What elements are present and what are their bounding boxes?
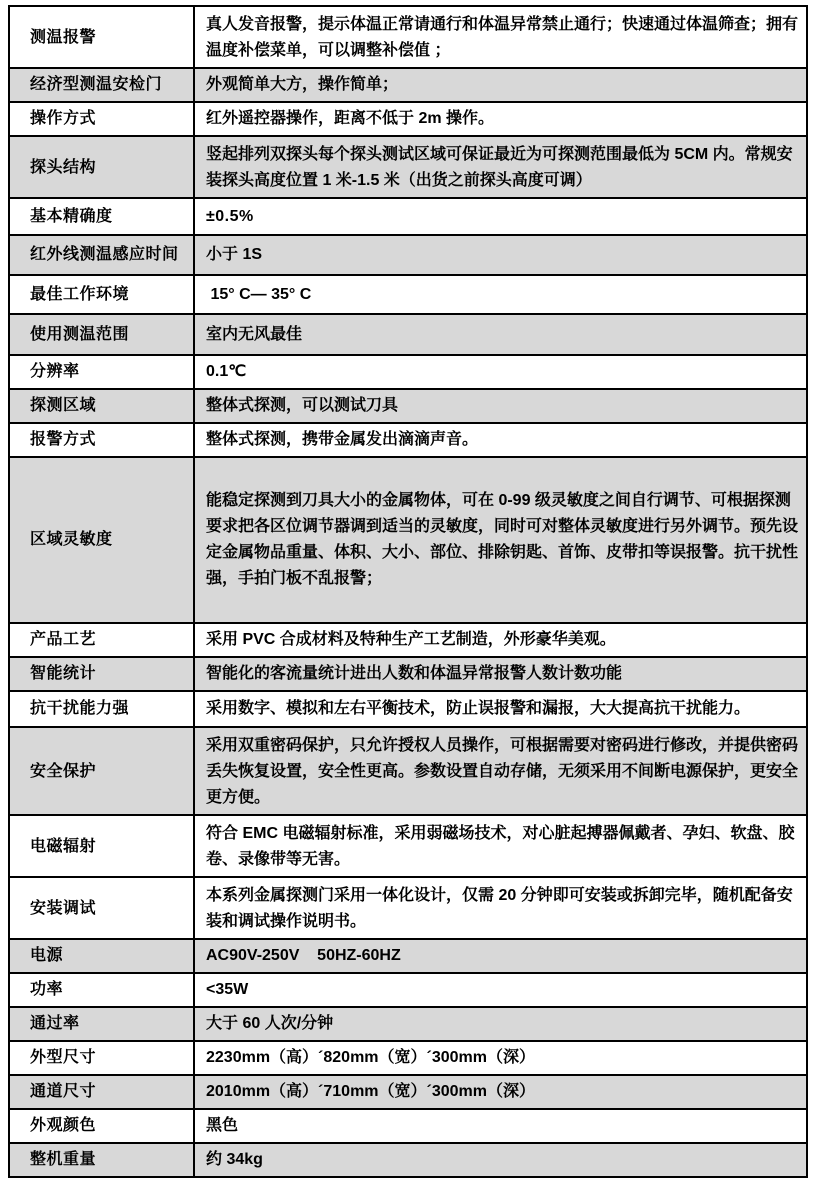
spec-value: 2230mm（高）´820mm（宽）´300mm（深）	[194, 1041, 807, 1075]
spec-label: 测温报警	[9, 6, 194, 68]
spec-row	[9, 657, 807, 691]
spec-row	[9, 815, 807, 877]
spec-value: 外观简单大方，操作简单；	[194, 68, 807, 102]
spec-row	[9, 1041, 807, 1075]
spec-value: 采用 PVC 合成材料及特种生产工艺制造，外形豪华美观。	[194, 623, 807, 657]
spec-value: 竖起排列双探头每个探头测试区域可保证最近为可探测范围最低为 5CM 内。常规安装探头高度位置 1 米-1.5 米（出货之前探头高度可调）	[194, 136, 807, 198]
spec-value: 智能化的客流量统计进出人数和体温异常报警人数计数功能	[194, 657, 807, 691]
spec-label: 红外线测温感应时间	[9, 235, 194, 275]
spec-label: 抗干扰能力强	[9, 691, 194, 727]
spec-row	[9, 1007, 807, 1041]
spec-value: 本系列金属探测门采用一体化设计，仅需 20 分钟即可安装或拆卸完毕，随机配备安装和调试操作说明书。	[194, 877, 807, 939]
spec-label: 探头结构	[9, 136, 194, 198]
spec-row	[9, 1075, 807, 1109]
spec-row	[9, 389, 807, 423]
spec-table-body	[9, 6, 807, 1177]
spec-value: 整体式探测，携带金属发出滴滴声音。	[194, 423, 807, 457]
spec-value: 约 34kg	[194, 1143, 807, 1177]
spec-label: 经济型测温安检门	[9, 68, 194, 102]
spec-label: 分辨率	[9, 355, 194, 389]
spec-label: 使用测温范围	[9, 314, 194, 355]
spec-value: 2010mm（高）´710mm（宽）´300mm（深）	[194, 1075, 807, 1109]
spec-label: 安全保护	[9, 727, 194, 815]
spec-value: 符合 EMC 电磁辐射标准，采用弱磁场技术，对心脏起搏器佩戴者、孕妇、软盘、胶卷、录像带等无害。	[194, 815, 807, 877]
spec-label: 探测区域	[9, 389, 194, 423]
spec-row	[9, 973, 807, 1007]
spec-value: 室内无风最佳	[194, 314, 807, 355]
spec-label: 智能统计	[9, 657, 194, 691]
spec-value: 黑色	[194, 1109, 807, 1143]
spec-value: 15° C— 35° C	[194, 275, 807, 314]
spec-value: 真人发音报警，提示体温正常请通行和体温异常禁止通行；快速通过体温筛查；拥有温度补偿菜单，可以调整补偿值 ；	[194, 6, 807, 68]
spec-label: 电磁辐射	[9, 815, 194, 877]
spec-value: AC90V-250V 50HZ-60HZ	[194, 939, 807, 973]
spec-value: 采用数字、模拟和左右平衡技术，防止误报警和漏报，大大提高抗干扰能力。	[194, 691, 807, 727]
spec-label: 外型尺寸	[9, 1041, 194, 1075]
spec-row	[9, 939, 807, 973]
spec-value: <35W	[194, 973, 807, 1007]
spec-row	[9, 136, 807, 198]
spec-label: 电源	[9, 939, 194, 973]
spec-row	[9, 68, 807, 102]
spec-label: 操作方式	[9, 102, 194, 136]
spec-value: 大于 60 人次/分钟	[194, 1007, 807, 1041]
spec-row	[9, 727, 807, 815]
spec-label: 最佳工作环境	[9, 275, 194, 314]
spec-label: 区域灵敏度	[9, 457, 194, 623]
spec-value: 红外遥控器操作，距离不低于 2m 操作。	[194, 102, 807, 136]
spec-label: 产品工艺	[9, 623, 194, 657]
spec-row	[9, 6, 807, 68]
spec-row	[9, 275, 807, 314]
spec-row	[9, 235, 807, 275]
spec-value: 小于 1S	[194, 235, 807, 275]
spec-row	[9, 198, 807, 235]
spec-row	[9, 314, 807, 355]
spec-value: ±0.5%	[194, 198, 807, 235]
spec-label: 通过率	[9, 1007, 194, 1041]
spec-label: 外观颜色	[9, 1109, 194, 1143]
spec-value: 能稳定探测到刀具大小的金属物体，可在 0-99 级灵敏度之间自行调节、可根据探测要求把各区位调节器调到适当的灵敏度，同时可对整体灵敏度进行另外调节。预先设定金属物品重量、体积、大小、部位、排除钥匙、首饰、皮带扣等误报警。抗干扰性强，手拍门板不乱报警；	[194, 457, 807, 623]
spec-row	[9, 1143, 807, 1177]
spec-label: 通道尺寸	[9, 1075, 194, 1109]
spec-row	[9, 877, 807, 939]
spec-label: 整机重量	[9, 1143, 194, 1177]
spec-table	[8, 5, 808, 1178]
spec-label: 安装调试	[9, 877, 194, 939]
spec-row	[9, 102, 807, 136]
spec-value: 整体式探测，可以测试刀具	[194, 389, 807, 423]
spec-row	[9, 355, 807, 389]
spec-row	[9, 1109, 807, 1143]
spec-row	[9, 457, 807, 623]
spec-row	[9, 423, 807, 457]
spec-label: 报警方式	[9, 423, 194, 457]
spec-value: 0.1℃	[194, 355, 807, 389]
spec-row	[9, 623, 807, 657]
spec-label: 基本精确度	[9, 198, 194, 235]
spec-value: 采用双重密码保护，只允许授权人员操作，可根据需要对密码进行修改，并提供密码丢失恢复设置，安全性更高。参数设置自动存储，无须采用不间断电源保护，更安全更方便。	[194, 727, 807, 815]
spec-label: 功率	[9, 973, 194, 1007]
spec-row	[9, 691, 807, 727]
